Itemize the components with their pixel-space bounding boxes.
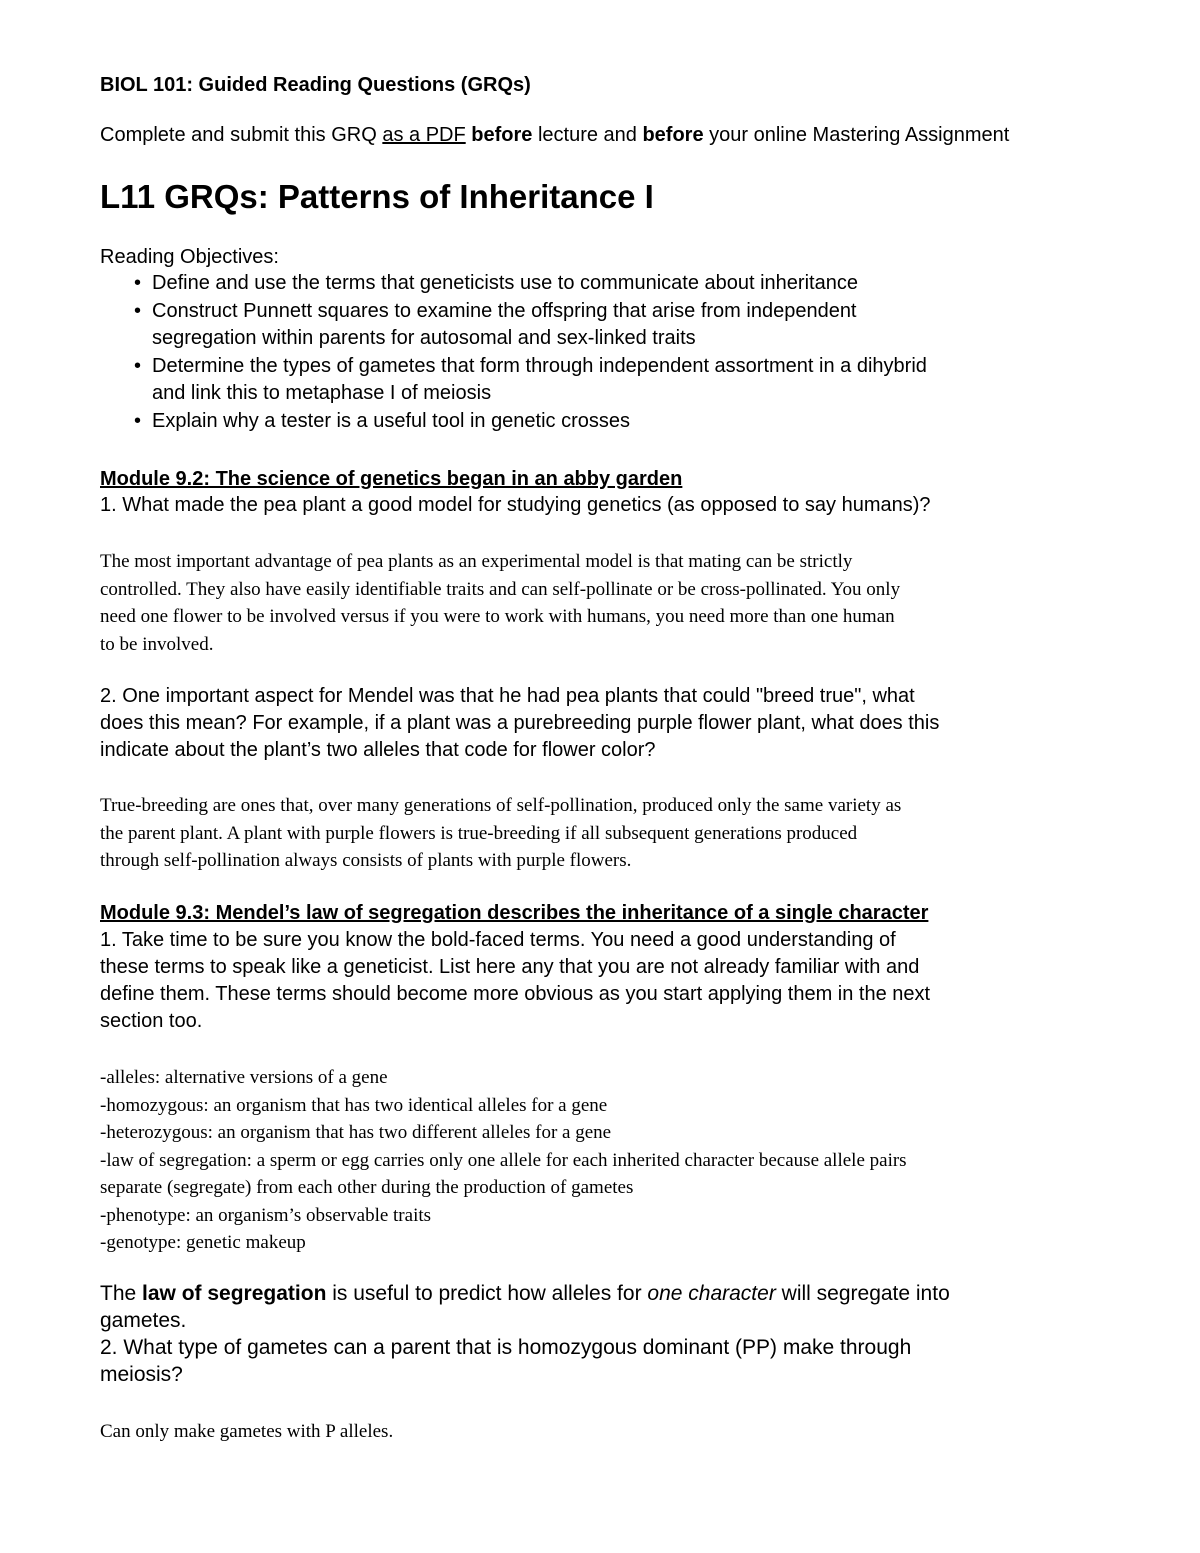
objectives-list — [134, 270, 1144, 435]
answer-block: True-breeding are ones that, over many generations of self-pollination, produced only the same variety as the parent plant. A plant with purple flowers is true-breeding if all subsequent generations produced through self-pollination always consists of plants with purple flowers. — [100, 795, 902, 871]
term-item-continuation: separate (segregate) from each other during the production of gametes — [100, 1177, 634, 1198]
module-heading: Module 9.2: The science of genetics began in an abby garden — [100, 468, 683, 490]
bullet-icon: • — [134, 409, 142, 432]
course-header: BIOL 101: Guided Reading Questions (GRQs) — [100, 74, 531, 96]
submission-instructions — [100, 124, 1009, 147]
objective-item-continuation: and link this to metaphase I of meiosis — [152, 382, 492, 404]
page-title: L11 GRQs: Patterns of Inheritance I — [100, 178, 654, 215]
question-text-continuation: meiosis? — [100, 1363, 183, 1386]
pdf-underlined-text: as a PDF — [382, 124, 466, 146]
instr-text-1: Complete and submit this GRQ — [100, 124, 383, 146]
law-bold-term: law of segregation — [142, 1282, 327, 1305]
answer-block: The most important advantage of pea plants as an experimental model is that mating can be strictly controlled. They also have easily identifiable traits and can self-pollinate or be cross-pollinated. You only need one flower to be involved versus if you were to work with humans, you need more than one human to be involved. — [100, 551, 901, 655]
law-of-segregation-note: The law of segregation is useful to predict how alleles for one character will segregate into gametes. 2. What type of gametes can a parent that is homozygous dominant (PP) make through meiosis? — [100, 1280, 1110, 1388]
before-bold-1: before — [471, 124, 533, 146]
question-text: 1. Take time to be sure you know the bold-faced terms. You need a good understanding of these terms to speak like a geneticist. List here any that you are not already familiar with and define them. These terms should become more obvious as you start applying them in the next section too. — [100, 929, 931, 1032]
objective-item-continuation: segregation within parents for autosomal and sex-linked traits — [152, 327, 696, 349]
question-text: 1. What made the pea plant a good model for studying genetics (as opposed to say humans)? — [100, 494, 931, 516]
bullet-icon: • — [134, 354, 142, 377]
question-text: 2. What type of gametes can a parent that is homozygous dominant (PP) make through — [100, 1336, 912, 1359]
question-text: 2. One important aspect for Mendel was that he had pea plants that could "breed true", what does this mean? For example, if a plant was a purebreeding purple flower plant, what does this indicate about the plant’s two alleles that code for flower color? — [100, 685, 940, 761]
instr-text-2: lecture and — [532, 124, 643, 146]
bullet-icon: • — [134, 299, 142, 322]
bullet-icon: • — [134, 272, 142, 294]
objective-item: • Explain why a tester is a useful tool in genetic crosses — [134, 408, 1144, 436]
term-item: -alleles: alternative versions of a gene — [100, 1067, 388, 1088]
answer-block: Can only make gametes with P alleles. — [100, 1421, 394, 1442]
one-character-italic: one character — [647, 1282, 776, 1305]
term-item: -phenotype: an organism’s observable traits — [100, 1204, 432, 1226]
before-bold-2: before — [642, 124, 704, 146]
terms-list — [100, 1064, 1110, 1257]
term-item: -homozygous: an organism that has two identical alleles for a gene — [100, 1094, 608, 1116]
module-9-3-section — [100, 900, 1110, 1035]
term-item: -heterozygous: an organism that has two different alleles for a gene — [100, 1122, 612, 1143]
module-heading: Module 9.3: Mendel’s law of segregation describes the inheritance of a single character — [100, 902, 929, 924]
objective-item: • Construct Punnett squares to examine the offspring that arise from independent — [134, 298, 1144, 326]
term-item: -law of segregation: a sperm or egg carries only one allele for each inherited character because allele pairs — [100, 1149, 907, 1171]
objective-item: • Define and use the terms that geneticists use to communicate about inheritance — [134, 270, 1144, 298]
objectives-heading: Reading Objectives: — [100, 246, 279, 268]
module-9-2-section — [100, 466, 1110, 519]
instr-text-3: your online Mastering Assignment — [703, 124, 1010, 146]
term-item: -genotype: genetic makeup — [100, 1232, 306, 1253]
objective-item: • Determine the types of gametes that form through independent assortment in a dihybrid — [134, 353, 1144, 381]
